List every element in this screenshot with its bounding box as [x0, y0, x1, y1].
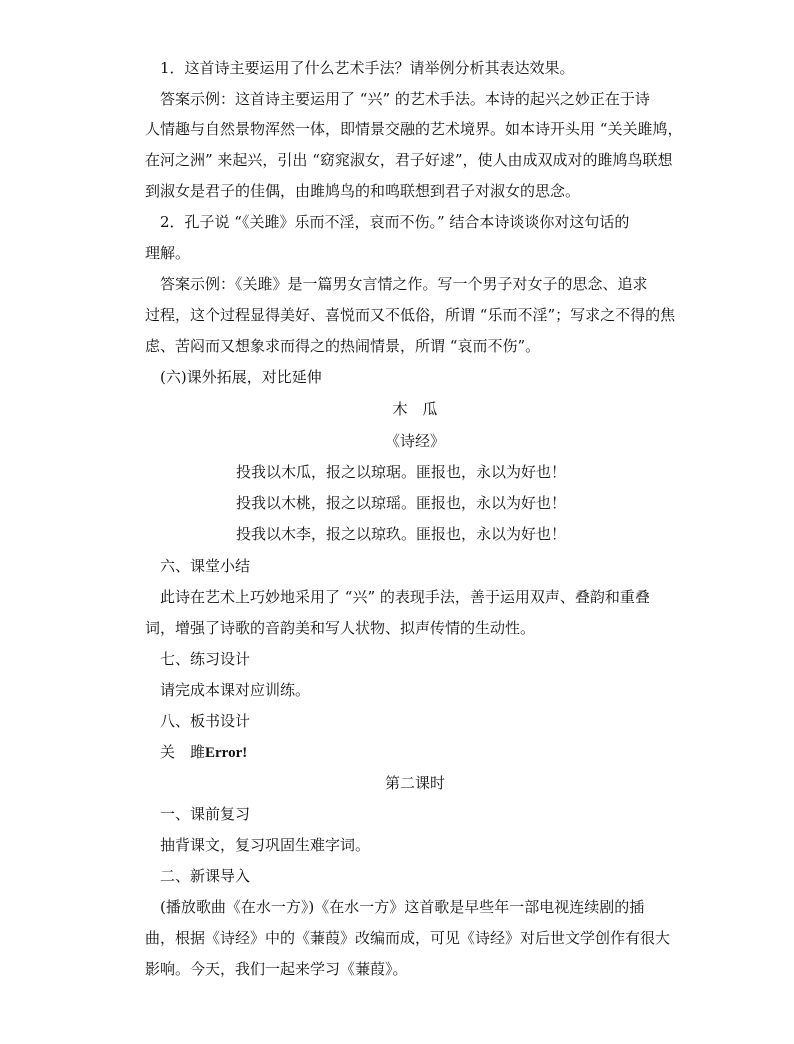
answer-1-line-3: 在河之洲” 来起兴，引出 “窈窕淑女，君子好逑”，使人由成双成对的雎鸠鸟联想 — [145, 151, 673, 169]
poem-line-1: 投我以木瓜，报之以琼琚。匪报也，永以为好也！ — [236, 463, 567, 481]
answer-1-line-1: 答案示例：这首诗主要运用了 “兴” 的艺术手法。本诗的起兴之妙正在于诗 — [145, 90, 650, 108]
poem-line-3: 投我以木李，报之以琼玖。匪报也，永以为好也！ — [236, 525, 567, 543]
intro-line-3: 影响。今天，我们一起来学习《蒹葭》。 — [145, 960, 408, 978]
intro-line-2: 曲，根据《诗经》中的《蒹葭》改编而成，可见《诗经》对后世文学创作有很大 — [145, 929, 671, 947]
question-1: 1．这首诗主要运用了什么艺术手法？请举例分析其表达效果。 — [145, 59, 575, 77]
review-text: 抽背课文，复习巩固生难字词。 — [145, 836, 371, 854]
poem-line-2: 投我以木桃，报之以琼瑶。匪报也，永以为好也！ — [236, 494, 567, 512]
intro-line-1: (播放歌曲《在水一方》)《在水一方》这首歌是早些年一部电视连续剧的插 — [145, 898, 645, 916]
answer-2-line-2: 过程，这个过程显得美好、喜悦而又不低俗，所谓 “乐而不淫”；写求之不得的焦 — [145, 306, 676, 324]
section-6-heading: (六)课外拓展，对比延伸 — [145, 368, 322, 386]
heading-summary: 六、课堂小结 — [145, 557, 251, 575]
answer-2-line-3: 虑、苦闷而又想象求而得之的热闹情景，所谓 “哀而不伤”。 — [145, 337, 541, 355]
heading-intro: 二、新课导入 — [145, 867, 251, 885]
heading-exercise: 七、练习设计 — [145, 650, 251, 668]
board-error-field: Error! — [205, 745, 248, 761]
board-title: 关 雎 — [145, 743, 206, 761]
question-2-line-1: 2．孔子说 “《关雎》乐而不淫，哀而不伤。” 结合本诗谈谈你对这句话的 — [145, 213, 630, 231]
heading-review: 一、课前复习 — [145, 805, 251, 823]
poem-source: 《诗经》 — [384, 432, 445, 450]
heading-board-design: 八、板书设计 — [145, 712, 251, 730]
answer-1-line-2: 人情趣与自然景物浑然一体，即情景交融的艺术境界。如本诗开头用 “关关雎鸠， — [145, 120, 683, 138]
poem-title: 木 瓜 — [392, 400, 438, 418]
question-2-line-2: 理解。 — [145, 244, 191, 262]
answer-1-line-4: 到淑女是君子的佳偶，由雎鸠鸟的和鸣联想到君子对淑女的思念。 — [145, 182, 581, 200]
summary-line-2: 词，增强了诗歌的音韵美和写人状物、拟声传情的生动性。 — [145, 619, 536, 637]
lesson-2-title: 第二课时 — [384, 774, 445, 792]
board-design-line — [145, 741, 685, 764]
answer-2-line-1: 答案示例：《关雎》是一篇男女言情之作。写一个男子对女子的思念、追求 — [145, 275, 648, 293]
summary-line-1: 此诗在艺术上巧妙地采用了 “兴” 的表现手法，善于运用双声、叠韵和重叠 — [145, 588, 650, 606]
exercise-text: 请完成本课对应训练。 — [145, 681, 311, 699]
